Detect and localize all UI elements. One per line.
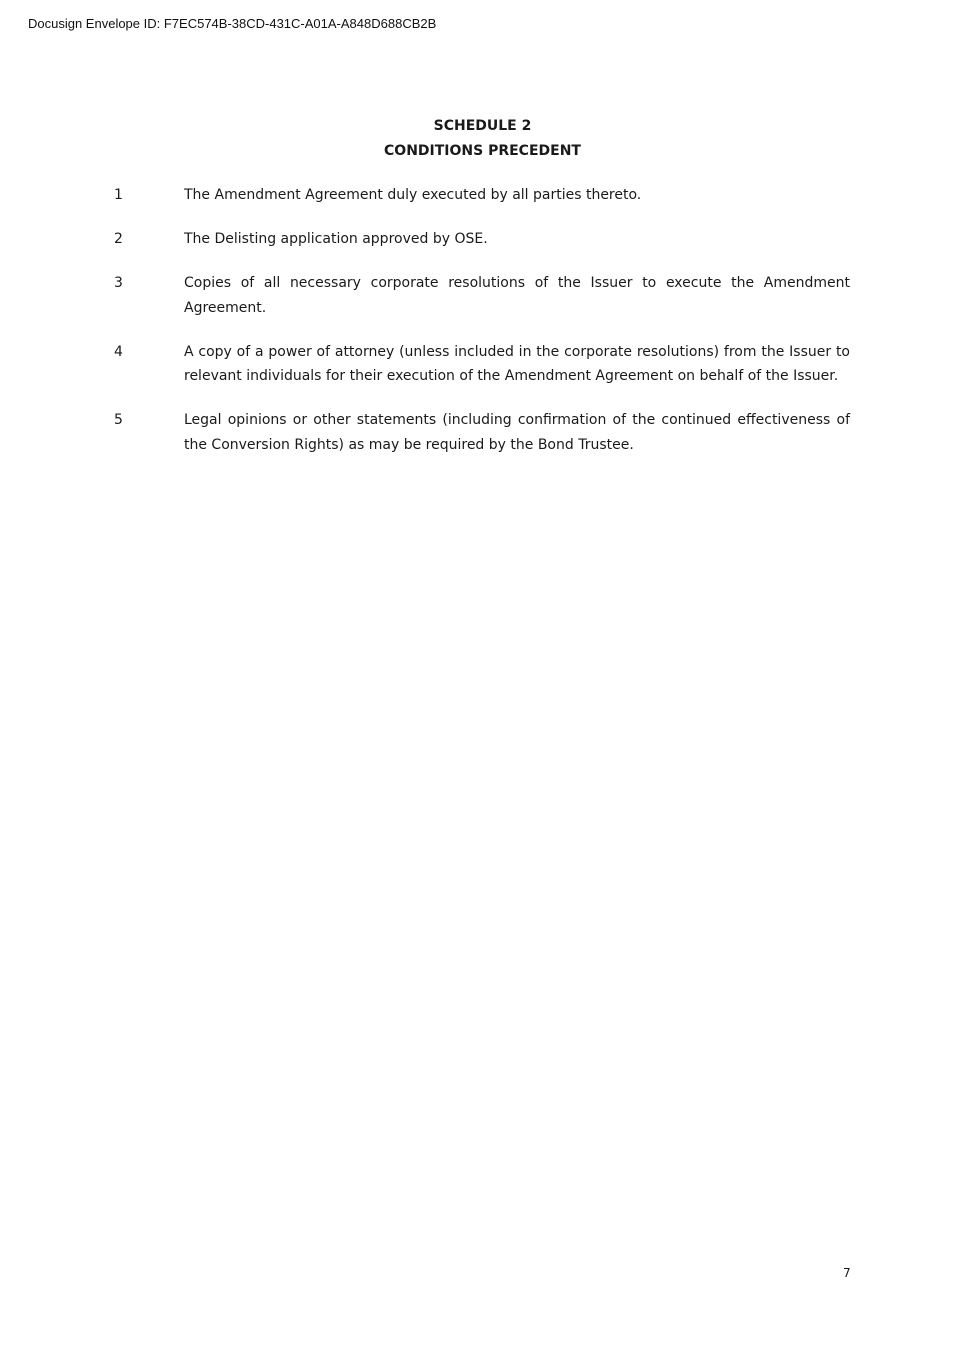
page-number: 7 <box>843 1266 851 1280</box>
condition-item <box>114 271 850 320</box>
condition-item <box>114 408 850 457</box>
condition-number: 2 <box>114 231 123 247</box>
schedule-title: SCHEDULE 2 <box>433 118 532 134</box>
schedule-subtitle: CONDITIONS PRECEDENT <box>384 143 581 159</box>
condition-text: Copies of all necessary corporate resolutions of the Issuer to execute the Amendment Agreement. <box>184 275 850 316</box>
condition-number: 3 <box>114 275 123 291</box>
docusign-envelope-id: Docusign Envelope ID: F7EC574B-38CD-431C-A01A-A848D688CB2B <box>28 16 437 31</box>
condition-item <box>114 183 850 208</box>
conditions-list <box>114 183 850 477</box>
condition-number: 1 <box>114 187 123 203</box>
condition-item <box>114 227 850 252</box>
condition-text: The Delisting application approved by OSE. <box>184 231 488 247</box>
condition-number: 5 <box>114 412 123 428</box>
condition-number: 4 <box>114 343 123 360</box>
condition-text: A copy of a power of attorney (unless included in the corporate resolutions) from the Issuer to relevant individuals for their execution of the Amendment Agreement on behalf of the Issuer. <box>184 343 850 384</box>
schedule-heading <box>0 114 965 164</box>
condition-item <box>114 340 850 389</box>
condition-text: Legal opinions or other statements (including confirmation of the continued effectiveness of the Conversion Rights) as may be required by the Bond Trustee. <box>184 412 850 453</box>
condition-text: The Amendment Agreement duly executed by all parties thereto. <box>184 187 642 203</box>
